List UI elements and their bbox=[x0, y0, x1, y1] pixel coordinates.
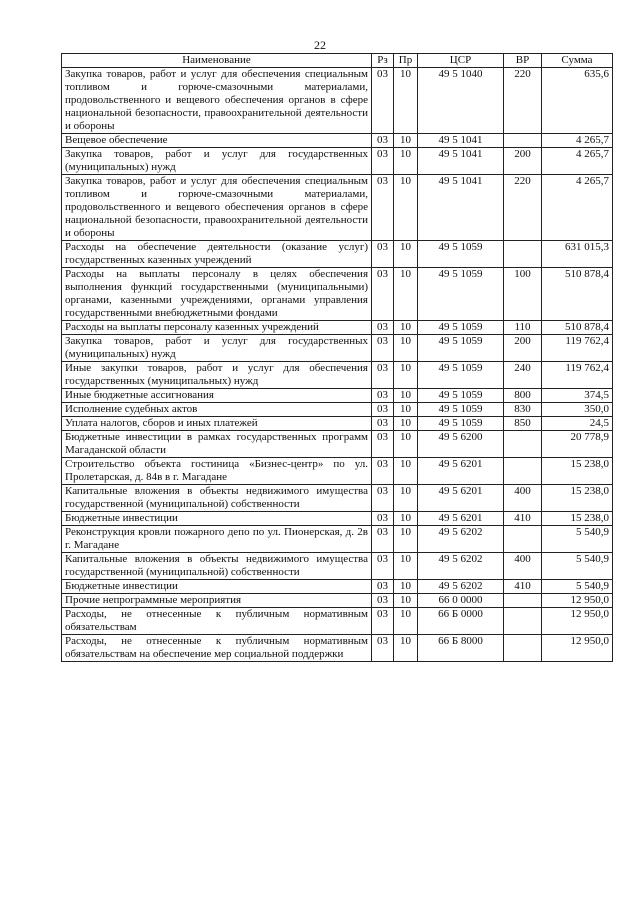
cell-csr: 49 5 6201 bbox=[418, 458, 504, 485]
cell-rz: 03 bbox=[372, 175, 394, 241]
cell-vr: 410 bbox=[504, 580, 542, 594]
cell-vr: 100 bbox=[504, 268, 542, 321]
cell-vr: 830 bbox=[504, 403, 542, 417]
cell-sum: 15 238,0 bbox=[542, 485, 613, 512]
cell-sum: 24,5 bbox=[542, 417, 613, 431]
cell-csr: 49 5 1041 bbox=[418, 175, 504, 241]
cell-name: Расходы на обеспечение деятельности (оказание услуг) государственных казенных учреждений bbox=[62, 241, 372, 268]
table-row bbox=[62, 321, 613, 335]
cell-csr: 49 5 1059 bbox=[418, 241, 504, 268]
cell-pr: 10 bbox=[394, 389, 418, 403]
cell-vr: 410 bbox=[504, 512, 542, 526]
cell-rz: 03 bbox=[372, 389, 394, 403]
header-pr: Пр bbox=[394, 54, 418, 68]
cell-rz: 03 bbox=[372, 553, 394, 580]
table-row bbox=[62, 241, 613, 268]
cell-name: Реконструкция кровли пожарного депо по ул. Пионерская, д. 2в г. Магадане bbox=[62, 526, 372, 553]
table-body bbox=[62, 68, 613, 662]
table-row bbox=[62, 608, 613, 635]
cell-name: Иные бюджетные ассигнования bbox=[62, 389, 372, 403]
table-row bbox=[62, 526, 613, 553]
cell-pr: 10 bbox=[394, 580, 418, 594]
cell-name: Расходы на выплаты персоналу в целях обеспечения выполнения функций государственными (муниципальными) органами, казенными учреждениями, органами управления государственными внебюджетными фондами bbox=[62, 268, 372, 321]
cell-sum: 12 950,0 bbox=[542, 635, 613, 662]
cell-sum: 631 015,3 bbox=[542, 241, 613, 268]
table-row bbox=[62, 485, 613, 512]
cell-name: Исполнение судебных актов bbox=[62, 403, 372, 417]
cell-vr bbox=[504, 608, 542, 635]
table-row bbox=[62, 68, 613, 134]
cell-rz: 03 bbox=[372, 512, 394, 526]
cell-name: Расходы, не отнесенные к публичным нормативным обязательствам bbox=[62, 608, 372, 635]
cell-pr: 10 bbox=[394, 335, 418, 362]
cell-pr: 10 bbox=[394, 241, 418, 268]
cell-sum: 4 265,7 bbox=[542, 148, 613, 175]
header-sum: Сумма bbox=[542, 54, 613, 68]
cell-rz: 03 bbox=[372, 417, 394, 431]
table-row bbox=[62, 635, 613, 662]
cell-vr: 220 bbox=[504, 68, 542, 134]
cell-csr: 49 5 1059 bbox=[418, 417, 504, 431]
cell-csr: 49 5 6201 bbox=[418, 485, 504, 512]
cell-rz: 03 bbox=[372, 134, 394, 148]
cell-pr: 10 bbox=[394, 512, 418, 526]
cell-vr bbox=[504, 241, 542, 268]
cell-pr: 10 bbox=[394, 362, 418, 389]
cell-sum: 12 950,0 bbox=[542, 594, 613, 608]
table-row bbox=[62, 268, 613, 321]
cell-name: Капитальные вложения в объекты недвижимого имущества государственной (муниципальной) собственности bbox=[62, 485, 372, 512]
cell-csr: 49 5 1059 bbox=[418, 389, 504, 403]
budget-table bbox=[61, 53, 613, 662]
cell-name: Уплата налогов, сборов и иных платежей bbox=[62, 417, 372, 431]
header-name: Наименование bbox=[62, 54, 372, 68]
cell-sum: 5 540,9 bbox=[542, 580, 613, 594]
cell-pr: 10 bbox=[394, 485, 418, 512]
cell-rz: 03 bbox=[372, 485, 394, 512]
cell-rz: 03 bbox=[372, 268, 394, 321]
table-row bbox=[62, 580, 613, 594]
header-csr: ЦСР bbox=[418, 54, 504, 68]
cell-rz: 03 bbox=[372, 148, 394, 175]
cell-vr: 200 bbox=[504, 148, 542, 175]
cell-sum: 635,6 bbox=[542, 68, 613, 134]
cell-sum: 374,5 bbox=[542, 389, 613, 403]
cell-rz: 03 bbox=[372, 635, 394, 662]
cell-csr: 49 5 6202 bbox=[418, 526, 504, 553]
cell-csr: 49 5 1059 bbox=[418, 335, 504, 362]
cell-rz: 03 bbox=[372, 526, 394, 553]
cell-pr: 10 bbox=[394, 148, 418, 175]
cell-rz: 03 bbox=[372, 594, 394, 608]
cell-name: Расходы на выплаты персоналу казенных учреждений bbox=[62, 321, 372, 335]
cell-sum: 510 878,4 bbox=[542, 321, 613, 335]
table-row bbox=[62, 175, 613, 241]
cell-sum: 4 265,7 bbox=[542, 175, 613, 241]
cell-vr bbox=[504, 431, 542, 458]
cell-sum: 350,0 bbox=[542, 403, 613, 417]
cell-csr: 49 5 6202 bbox=[418, 553, 504, 580]
cell-vr: 850 bbox=[504, 417, 542, 431]
cell-vr: 110 bbox=[504, 321, 542, 335]
table-row bbox=[62, 362, 613, 389]
cell-sum: 12 950,0 bbox=[542, 608, 613, 635]
cell-name: Бюджетные инвестиции bbox=[62, 512, 372, 526]
cell-name: Вещевое обеспечение bbox=[62, 134, 372, 148]
cell-csr: 49 5 1059 bbox=[418, 268, 504, 321]
table-row bbox=[62, 553, 613, 580]
cell-pr: 10 bbox=[394, 458, 418, 485]
cell-name: Прочие непрограммные мероприятия bbox=[62, 594, 372, 608]
cell-pr: 10 bbox=[394, 594, 418, 608]
cell-vr bbox=[504, 594, 542, 608]
cell-vr: 400 bbox=[504, 553, 542, 580]
cell-csr: 66 0 0000 bbox=[418, 594, 504, 608]
cell-rz: 03 bbox=[372, 68, 394, 134]
table-row bbox=[62, 389, 613, 403]
cell-name: Закупка товаров, работ и услуг для государственных (муниципальных) нужд bbox=[62, 148, 372, 175]
cell-rz: 03 bbox=[372, 608, 394, 635]
table-row bbox=[62, 134, 613, 148]
cell-csr: 49 5 6200 bbox=[418, 431, 504, 458]
cell-sum: 5 540,9 bbox=[542, 553, 613, 580]
cell-vr: 800 bbox=[504, 389, 542, 403]
page-number: 22 bbox=[314, 38, 326, 52]
cell-csr: 49 5 1041 bbox=[418, 134, 504, 148]
cell-sum: 119 762,4 bbox=[542, 362, 613, 389]
cell-pr: 10 bbox=[394, 553, 418, 580]
cell-sum: 15 238,0 bbox=[542, 512, 613, 526]
cell-csr: 66 Б 0000 bbox=[418, 608, 504, 635]
cell-sum: 4 265,7 bbox=[542, 134, 613, 148]
cell-rz: 03 bbox=[372, 241, 394, 268]
cell-vr bbox=[504, 134, 542, 148]
cell-name: Капитальные вложения в объекты недвижимого имущества государственной (муниципальной) собственности bbox=[62, 553, 372, 580]
cell-name: Бюджетные инвестиции bbox=[62, 580, 372, 594]
cell-pr: 10 bbox=[394, 403, 418, 417]
cell-name: Закупка товаров, работ и услуг для обеспечения специальным топливом и горюче-смазочными материалами, продовольственного и вещевого обеспечения органов в сфере национальной безопасности, правоохранительной деятельности и обороны bbox=[62, 68, 372, 134]
cell-rz: 03 bbox=[372, 580, 394, 594]
cell-rz: 03 bbox=[372, 362, 394, 389]
cell-vr: 220 bbox=[504, 175, 542, 241]
cell-sum: 510 878,4 bbox=[542, 268, 613, 321]
cell-name: Бюджетные инвестиции в рамках государственных программ Магаданской области bbox=[62, 431, 372, 458]
cell-vr bbox=[504, 458, 542, 485]
cell-vr: 400 bbox=[504, 485, 542, 512]
cell-name: Расходы, не отнесенные к публичным нормативным обязательствам на обеспечение мер социальной поддержки bbox=[62, 635, 372, 662]
table-row bbox=[62, 417, 613, 431]
table-row bbox=[62, 403, 613, 417]
cell-rz: 03 bbox=[372, 458, 394, 485]
cell-name: Закупка товаров, работ и услуг для государственных (муниципальных) нужд bbox=[62, 335, 372, 362]
cell-sum: 5 540,9 bbox=[542, 526, 613, 553]
header-vr: ВР bbox=[504, 54, 542, 68]
cell-csr: 49 5 1059 bbox=[418, 403, 504, 417]
cell-vr bbox=[504, 526, 542, 553]
cell-rz: 03 bbox=[372, 321, 394, 335]
cell-pr: 10 bbox=[394, 134, 418, 148]
cell-sum: 119 762,4 bbox=[542, 335, 613, 362]
header-rz: Рз bbox=[372, 54, 394, 68]
table-row bbox=[62, 148, 613, 175]
cell-pr: 10 bbox=[394, 417, 418, 431]
cell-pr: 10 bbox=[394, 68, 418, 134]
cell-rz: 03 bbox=[372, 335, 394, 362]
cell-name: Иные закупки товаров, работ и услуг для обеспечения государственных (муниципальных) нужд bbox=[62, 362, 372, 389]
cell-pr: 10 bbox=[394, 268, 418, 321]
cell-vr: 200 bbox=[504, 335, 542, 362]
table-row bbox=[62, 458, 613, 485]
table-row bbox=[62, 431, 613, 458]
cell-pr: 10 bbox=[394, 175, 418, 241]
cell-csr: 49 5 6202 bbox=[418, 580, 504, 594]
cell-csr: 49 5 1059 bbox=[418, 362, 504, 389]
cell-csr: 49 5 6201 bbox=[418, 512, 504, 526]
cell-pr: 10 bbox=[394, 608, 418, 635]
cell-vr bbox=[504, 635, 542, 662]
cell-csr: 49 5 1041 bbox=[418, 148, 504, 175]
cell-name: Строительство объекта гостиница «Бизнес-центр» по ул. Пролетарская, д. 84в в г. Магадане bbox=[62, 458, 372, 485]
table-row bbox=[62, 594, 613, 608]
cell-sum: 20 778,9 bbox=[542, 431, 613, 458]
table-row bbox=[62, 335, 613, 362]
table-header-row bbox=[62, 54, 613, 68]
cell-csr: 66 Б 8000 bbox=[418, 635, 504, 662]
cell-name: Закупка товаров, работ и услуг для обеспечения специальным топливом и горюче-смазочными материалами, продовольственного и вещевого обеспечения органов в сфере национальной безопасности, правоохранительной деятельности и обороны bbox=[62, 175, 372, 241]
cell-pr: 10 bbox=[394, 526, 418, 553]
cell-csr: 49 5 1040 bbox=[418, 68, 504, 134]
cell-rz: 03 bbox=[372, 403, 394, 417]
cell-pr: 10 bbox=[394, 635, 418, 662]
cell-csr: 49 5 1059 bbox=[418, 321, 504, 335]
cell-rz: 03 bbox=[372, 431, 394, 458]
cell-pr: 10 bbox=[394, 321, 418, 335]
cell-vr: 240 bbox=[504, 362, 542, 389]
cell-pr: 10 bbox=[394, 431, 418, 458]
table-row bbox=[62, 512, 613, 526]
cell-sum: 15 238,0 bbox=[542, 458, 613, 485]
